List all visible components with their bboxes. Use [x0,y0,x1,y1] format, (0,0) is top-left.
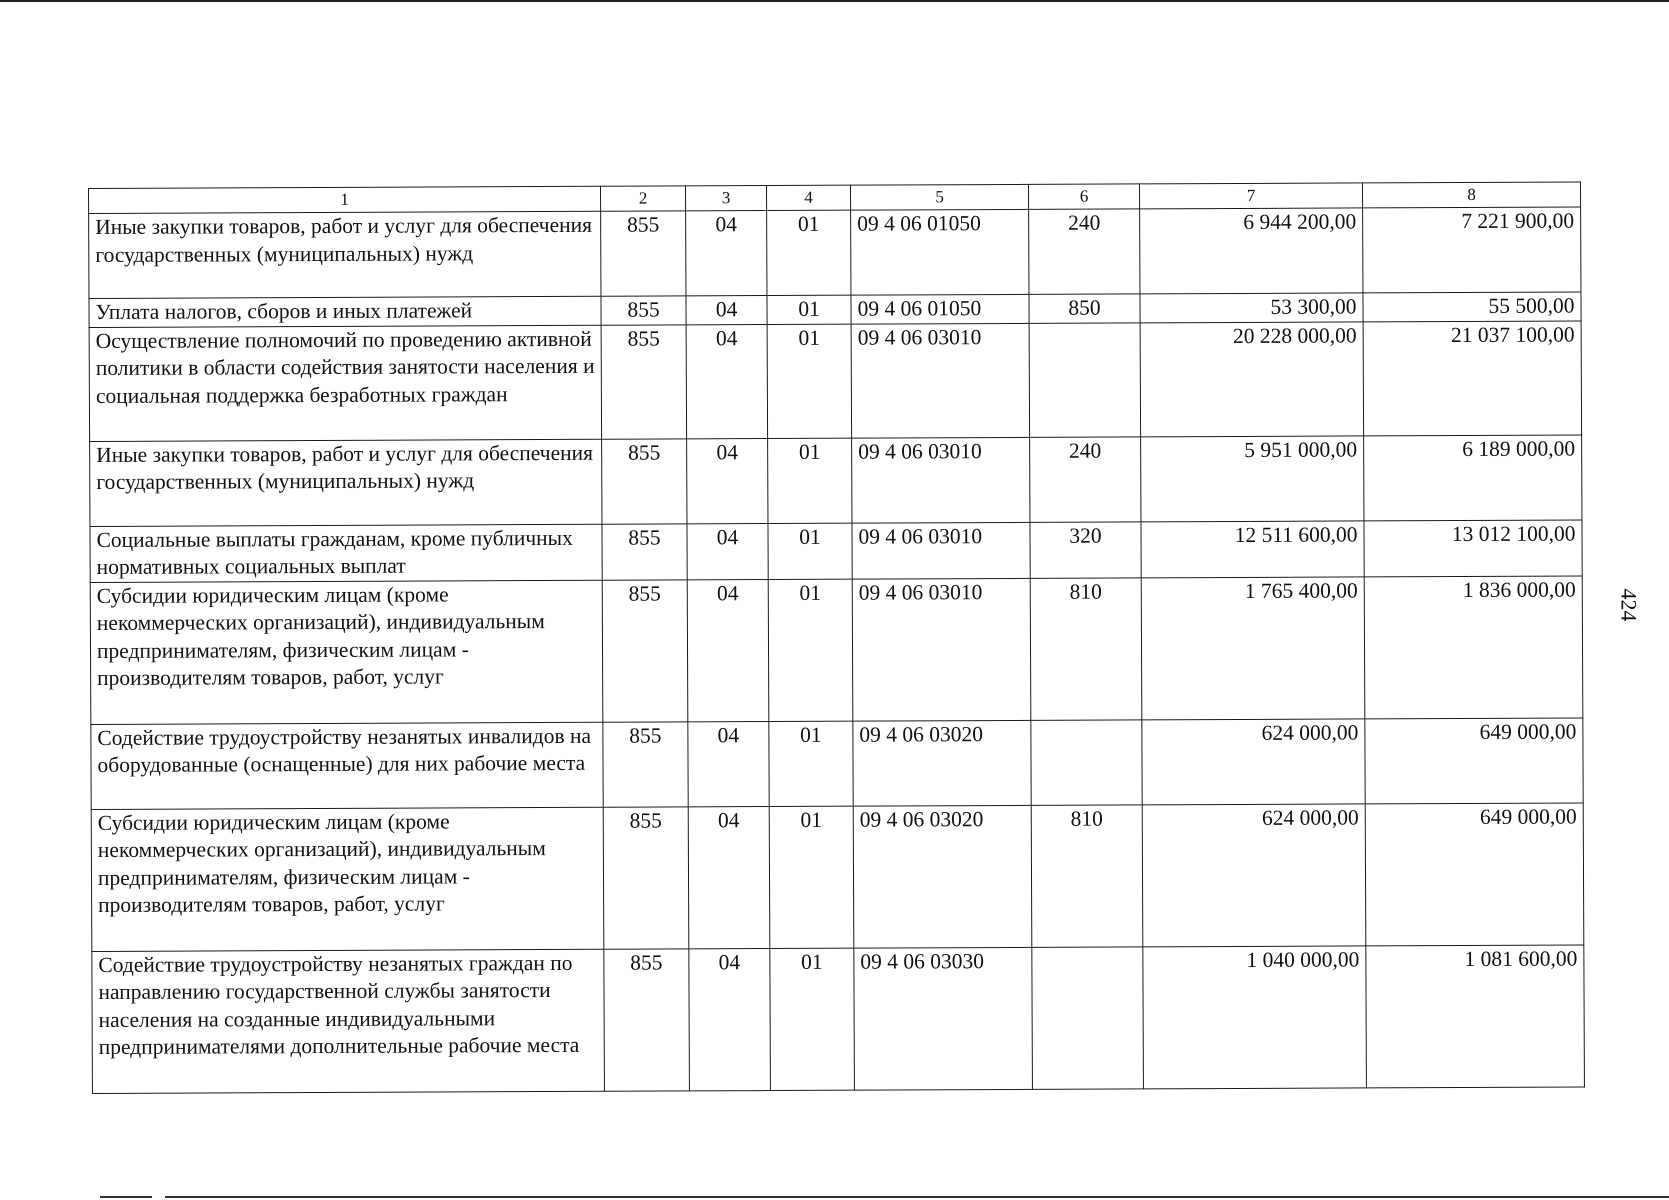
expense-type-code: 240 [1030,436,1141,521]
target-article-code: 09 4 06 03010 [852,578,1031,721]
row-description: Иные закупки товаров, работ и услуг для обеспечения государственных (муниципальных) нужд [90,439,602,526]
subsection-code: 01 [770,948,855,1090]
expense-type-code [1031,719,1142,804]
row-description: Осуществление полномочий по проведению активной политики в области содействия занятости населения и социальная поддержка безработных граждан [89,325,601,441]
subsection-code: 01 [768,523,852,579]
target-article-code: 09 4 06 03010 [851,323,1029,438]
table-row [90,575,1583,724]
bottom-edge-rule [165,1196,1669,1198]
amount-year-2: 6 189 000,00 [1364,434,1582,520]
grbs-code: 855 [601,211,686,296]
target-article-code: 09 4 06 03020 [853,720,1031,806]
table-row [89,320,1581,441]
expense-type-code: 240 [1029,209,1140,294]
row-description: Уплата налогов, сборов и иных платежей [89,296,601,327]
expense-type-code [1032,946,1144,1088]
section-code: 04 [687,579,769,721]
amount-year-1: 1 765 400,00 [1141,576,1365,719]
budget-table-container [88,181,1584,1093]
amount-year-2: 13 012 100,00 [1364,519,1582,576]
grbs-code: 855 [602,438,687,523]
subsection-code: 01 [769,721,853,806]
table-row [91,717,1583,809]
table-row [91,802,1584,951]
amount-year-1: 53 300,00 [1140,293,1363,322]
grbs-code: 855 [601,296,686,325]
column-header: 6 [1028,184,1139,209]
amount-year-1: 20 228 000,00 [1140,321,1363,436]
amount-year-1: 624 000,00 [1142,718,1365,804]
subsection-code: 01 [768,438,852,523]
table-row [90,434,1582,526]
column-header: 3 [685,186,766,211]
section-code: 04 [689,948,771,1090]
grbs-code: 855 [604,948,690,1090]
expense-type-code: 850 [1029,294,1140,323]
target-article-code: 09 4 06 03020 [853,805,1032,948]
expense-type-code: 810 [1030,577,1142,719]
table-row [89,207,1581,299]
table-row [92,944,1585,1093]
column-header: 4 [766,185,850,210]
row-description: Социальные выплаты гражданам, кроме публичных нормативных социальных выплат [90,524,602,582]
target-article-code: 09 4 06 01050 [851,294,1029,323]
row-description: Иные закупки товаров, работ и услуг для обеспечения государственных (муниципальных) нужд [89,211,601,298]
section-code: 04 [688,721,769,806]
grbs-code: 855 [602,579,688,721]
section-code: 04 [687,523,768,579]
amount-year-2: 1 081 600,00 [1366,944,1585,1087]
section-code: 04 [687,438,768,523]
subsection-code: 01 [769,806,854,948]
target-article-code: 09 4 06 03010 [852,437,1030,523]
amount-year-2: 21 037 100,00 [1363,320,1581,435]
grbs-code: 855 [602,523,687,579]
amount-year-2: 55 500,00 [1363,292,1581,321]
column-header: 1 [89,186,601,213]
amount-year-1: 5 951 000,00 [1141,435,1364,521]
expense-type-code: 810 [1031,804,1143,946]
section-code: 04 [686,324,767,438]
section-code: 04 [686,296,767,325]
column-header: 8 [1362,182,1580,208]
target-article-code: 09 4 06 03030 [854,947,1033,1090]
amount-year-1: 12 511 600,00 [1141,520,1364,577]
row-description: Субсидии юридическим лицам (кроме некоммерческих организаций), индивидуальным предпринимателям, физическим лицам - производителям товаров, работ, услуг [90,580,603,724]
grbs-code: 855 [603,806,689,948]
section-code: 04 [686,211,767,296]
row-description: Содействие трудоустройству незанятых инвалидов на оборудованные (оснащенные) для них рабочие места [91,722,603,809]
target-article-code: 09 4 06 01050 [851,209,1029,295]
row-description: Содействие трудоустройству незанятых граждан по направлению государственной службы занятости населения на созданные индивидуальными предпринимателями дополнительные рабочие места [92,949,605,1093]
bottom-edge-rule [100,1196,152,1198]
expense-type-code: 320 [1030,521,1141,577]
amount-year-2: 1 836 000,00 [1364,575,1583,718]
subsection-code: 01 [767,210,851,295]
subsection-code: 01 [767,324,851,438]
subsection-code: 01 [768,579,853,721]
budget-table [88,181,1585,1093]
amount-year-1: 1 040 000,00 [1143,945,1367,1088]
column-header: 7 [1139,183,1362,209]
amount-year-2: 7 221 900,00 [1363,207,1581,293]
amount-year-1: 6 944 200,00 [1140,208,1363,294]
column-header: 5 [850,184,1028,210]
grbs-code: 855 [603,721,688,806]
target-article-code: 09 4 06 03010 [852,522,1030,579]
subsection-code: 01 [767,295,851,324]
table-row [90,519,1582,582]
expense-type-code [1029,322,1140,436]
page-number: 424 [1616,588,1642,622]
section-code: 04 [688,806,770,948]
amount-year-1: 624 000,00 [1142,803,1366,946]
amount-year-2: 649 000,00 [1365,717,1583,803]
top-edge-rule [0,0,1669,2]
amount-year-2: 649 000,00 [1365,802,1584,945]
grbs-code: 855 [601,324,686,438]
row-description: Субсидии юридическим лицам (кроме некоммерческих организаций), индивидуальным предпринимателям, физическим лицам - производителям товаров, работ, услуг [91,807,604,951]
column-header: 2 [600,186,685,211]
